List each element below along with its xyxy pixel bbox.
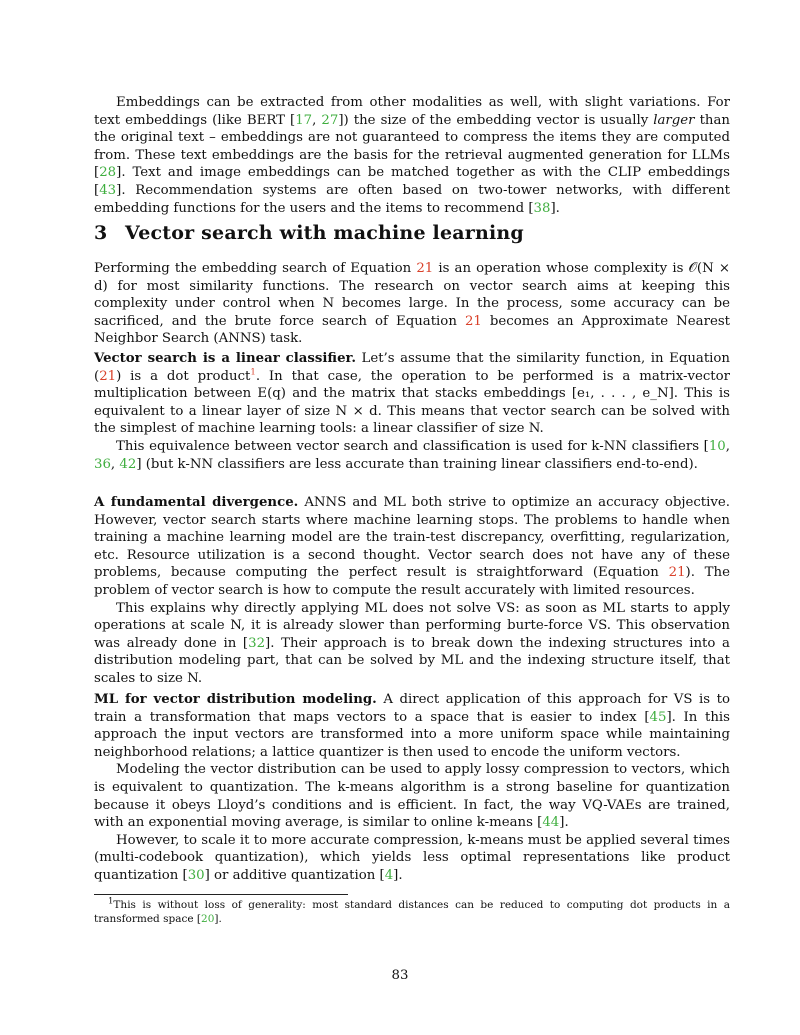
citation-link[interactable]: 17: [295, 112, 313, 128]
footnote-mark: 1: [108, 896, 114, 907]
section-title: Vector search with machine learning: [125, 222, 524, 244]
equation-ref-link[interactable]: 21: [668, 565, 686, 581]
citation-link[interactable]: 20: [201, 913, 215, 925]
footnote: $^1$This is without loss of generality: most standard distances can be reduced to computing dot products in a transformed space [20].: [94, 896, 730, 925]
citation-link[interactable]: 43: [99, 182, 117, 198]
citation-link[interactable]: 10: [708, 438, 726, 454]
paragraph-title: A fundamental divergence.: [94, 495, 299, 510]
paragraph-title: ML for vector distribution modeling.: [94, 692, 377, 707]
citation-link[interactable]: 32: [248, 635, 266, 651]
equation-ref-link[interactable]: 21: [416, 261, 434, 276]
paragraph-title: Vector search is a linear classifier.: [94, 351, 356, 366]
citation-link[interactable]: 38: [533, 200, 551, 216]
section-number: 3: [94, 222, 108, 244]
citation-link[interactable]: 36: [94, 456, 111, 472]
citation-link[interactable]: 27: [321, 112, 339, 128]
citation-link[interactable]: 42: [119, 456, 137, 472]
equation-ref-link[interactable]: 21: [99, 368, 117, 384]
citation-link[interactable]: 45: [649, 709, 667, 725]
ml-distribution-paragraph: ML for vector distribution modeling. A direct application of this approach for VS is to train a transformation that maps vectors to a space that is easier to index [45]. In this approach the input vectors are transformed into a more uniform space while maintaining neighborhood relations; a lattice quantizer is then used to encode the uniform vectors. Modeling the vector distribution can be used to apply lossy compression to vectors, which is equivalent to quantization. The k-means algorithm is a strong baseline for quantization because it obeys Lloyd’s conditions and is efficient. In fact, the way VQ-VAEs are trained, with an exponential moving average, is similar to online k-means [44]. However, to scale it to more accurate compression, k-means must be applied several times (multi-codebook quantization), which yields less optimal representations like product quantization [30] or additive quantization [4].: [94, 692, 730, 883]
intro-paragraph: Embeddings can be extracted from other modalities as well, with slight variations. For text embeddings (like BERT [17, 27]) the size of the embedding vector is usually larger than the original text – embeddings are not guaranteed to compress the items they are computed from. These text embeddings are the basis for the retrieval augmented generation for LLMs [28]. Text and image embeddings can be matched together as with the CLIP embeddings [43]. Recommendation systems are often based on two-tower networks, with different embedding functions for the users and the items to recommend [38].: [94, 95, 730, 216]
citation-link[interactable]: 30: [187, 867, 205, 883]
citation-link[interactable]: 4: [384, 867, 394, 883]
equation-ref-link[interactable]: 21: [464, 313, 482, 329]
section-paragraph: Performing the embedding search of Equation 21 is an operation whose complexity is 𝒪(N × d) for most similarity functions. The research on vector search aims at keeping this complexity under control when N becomes large. In the process, some accuracy can be sacrificed, and the brute force search of Equation 21 becomes an Approximate Nearest Neighbor Search (ANNS) task.: [94, 261, 730, 347]
citation-link[interactable]: 44: [542, 815, 560, 831]
footnote-mark-link[interactable]: 1: [250, 367, 256, 378]
page-number: 83: [391, 968, 409, 983]
section-heading: [94, 222, 524, 244]
linear-classifier-paragraph: Vector search is a linear classifier. Let’s assume that the similarity function, in Equation (21) is a dot product$^1$. In that case, the operation to be performed is a matrix-vector multiplication between E(q) and the matrix that stacks embeddings [e₁, . . . , e_N]. This is equivalent to a linear layer of size N × d. This means that vector search can be solved with the simplest of machine learning tools: a linear classifier of size N. This equivalence between vector search and classification is used for k-NN classifiers [10, 36, 42] (but k-NN classifiers are less accurate than training linear classifiers end-to-end).: [94, 351, 730, 472]
footnote-rule: [94, 894, 348, 895]
divergence-paragraph: A fundamental divergence. ANNS and ML both strive to optimize an accuracy objective. However, vector search starts where machine learning stops. The problems to handle when training a machine learning model are the train-test discrepancy, overfitting, regularization, etc. Resource utilization is a second thought. Vector search does not have any of these problems, because computing the perfect result is straightforward (Equation 21). The problem of vector search is how to compute the result accurately with limited resources. This explains why directly applying ML does not solve VS: as soon as ML starts to apply operations at scale N, it is already slower than performing burte-force VS. This observation was already done in [32]. Their approach is to break down the indexing structures into a distribution modeling part, that can be solved by ML and the indexing structure itself, that scales to size N.: [94, 495, 730, 686]
citation-link[interactable]: 28: [99, 165, 117, 181]
